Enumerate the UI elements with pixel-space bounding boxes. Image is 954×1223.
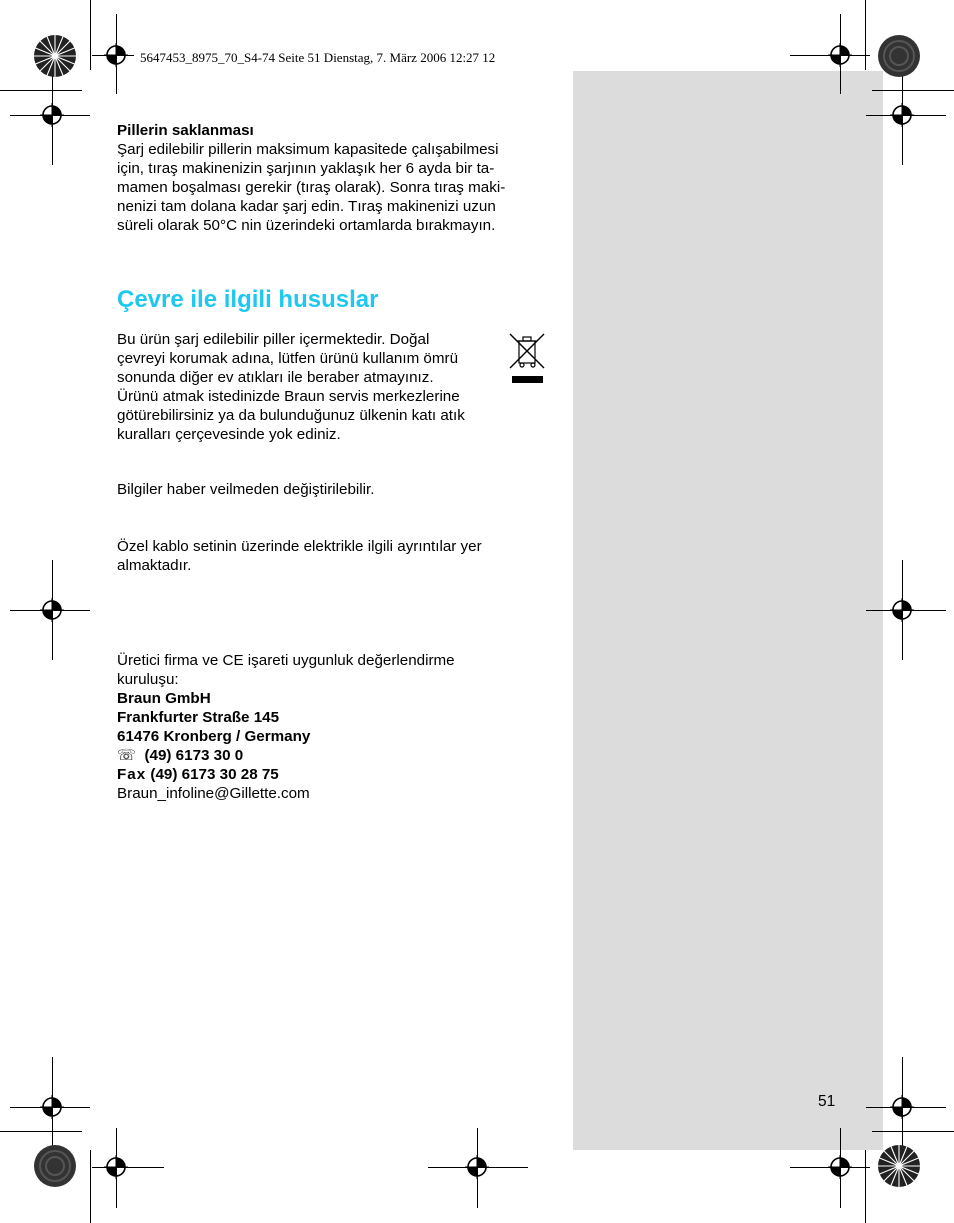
text-line: götürebilirsiniz ya da bulunduğunuz ülkenin katı atık xyxy=(117,407,465,424)
text-line: Bu ürün şarj edilebilir piller içermektedir. Doğal xyxy=(117,331,430,348)
environment-section xyxy=(117,330,507,444)
gray-rosette-icon xyxy=(877,34,921,78)
manufacturer-section xyxy=(117,651,557,803)
city-address: 61476 Kronberg / Germany xyxy=(117,728,311,745)
color-rosette-icon xyxy=(33,34,77,78)
fax-line xyxy=(117,765,557,784)
text-line: Ürünü atmak istedinizde Braun servis merkezlerine xyxy=(117,388,460,405)
email-address[interactable]: Braun_infoline@Gillette.com xyxy=(117,785,310,802)
street-address: Frankfurter Straße 145 xyxy=(117,709,280,726)
registration-mark-icon xyxy=(465,1155,489,1179)
text-line: süreli olarak 50°C nin üzerindeki ortamlarda bırakmayın. xyxy=(117,217,496,234)
color-rosette-icon xyxy=(877,1144,921,1188)
text-line: Üretici firma ve CE işareti uygunluk değerlendirme xyxy=(117,652,455,669)
company-name: Braun GmbH xyxy=(117,690,211,707)
cable-notice xyxy=(117,537,557,575)
crossed-out-wheelie-bin-icon xyxy=(508,332,546,386)
fax-number: (49) 6173 30 28 75 xyxy=(150,766,279,783)
registration-mark-icon xyxy=(40,598,64,622)
text-line: Şarj edilebilir pillerin maksimum kapasitede çalışabilmesi xyxy=(117,141,499,158)
text-line: sonunda diğer ev atıkları ile beraber atmayınız. xyxy=(117,369,434,386)
text-line: kuralları çerçevesinde yok ediniz. xyxy=(117,426,341,443)
registration-mark-icon xyxy=(890,598,914,622)
gray-rosette-icon xyxy=(33,1144,77,1188)
text-line: için, tıraş makinenizin şarjının yaklaşık her 6 ayda bir ta- xyxy=(117,160,495,177)
page-number: 51 xyxy=(818,1093,836,1110)
text-line: çevreyi korumak adına, lütfen ürünü kullanım ömrü xyxy=(117,350,459,367)
registration-mark-icon xyxy=(890,103,914,127)
section-heading: Pillerin saklanması xyxy=(117,122,254,139)
print-slug-line: 5647453_8975_70_S4-74 Seite 51 Dienstag, 7. März 2006 12:27 12 xyxy=(140,50,496,65)
text-line: nenizi tam dolana kadar şarj edin. Tıraş makinenizi uzun xyxy=(117,198,496,215)
fax-label: Fax xyxy=(117,766,147,783)
registration-mark-icon xyxy=(104,43,128,67)
registration-mark-icon xyxy=(104,1155,128,1179)
text-line: Özel kablo setinin üzerinde elektrikle ilgili ayrıntılar yer xyxy=(117,538,482,555)
registration-mark-icon xyxy=(890,1095,914,1119)
environment-title: Çevre ile ilgili hususlar xyxy=(117,286,379,313)
registration-mark-icon xyxy=(40,103,64,127)
registration-mark-icon xyxy=(828,43,852,67)
battery-storage-section xyxy=(117,121,557,235)
phone-number: (49) 6173 30 0 xyxy=(144,747,244,764)
side-panel xyxy=(573,71,883,1150)
telephone-icon: ☏ xyxy=(117,746,136,764)
phone-line xyxy=(117,746,557,765)
text-line: almaktadır. xyxy=(117,557,192,574)
registration-mark-icon xyxy=(828,1155,852,1179)
registration-mark-icon xyxy=(40,1095,64,1119)
text-line: kuruluşu: xyxy=(117,671,179,688)
change-notice: Bilgiler haber veilmeden değiştirilebilir. xyxy=(117,481,375,498)
text-line: mamen boşalması gerekir (tıraş olarak). Sonra tıraş maki- xyxy=(117,179,506,196)
